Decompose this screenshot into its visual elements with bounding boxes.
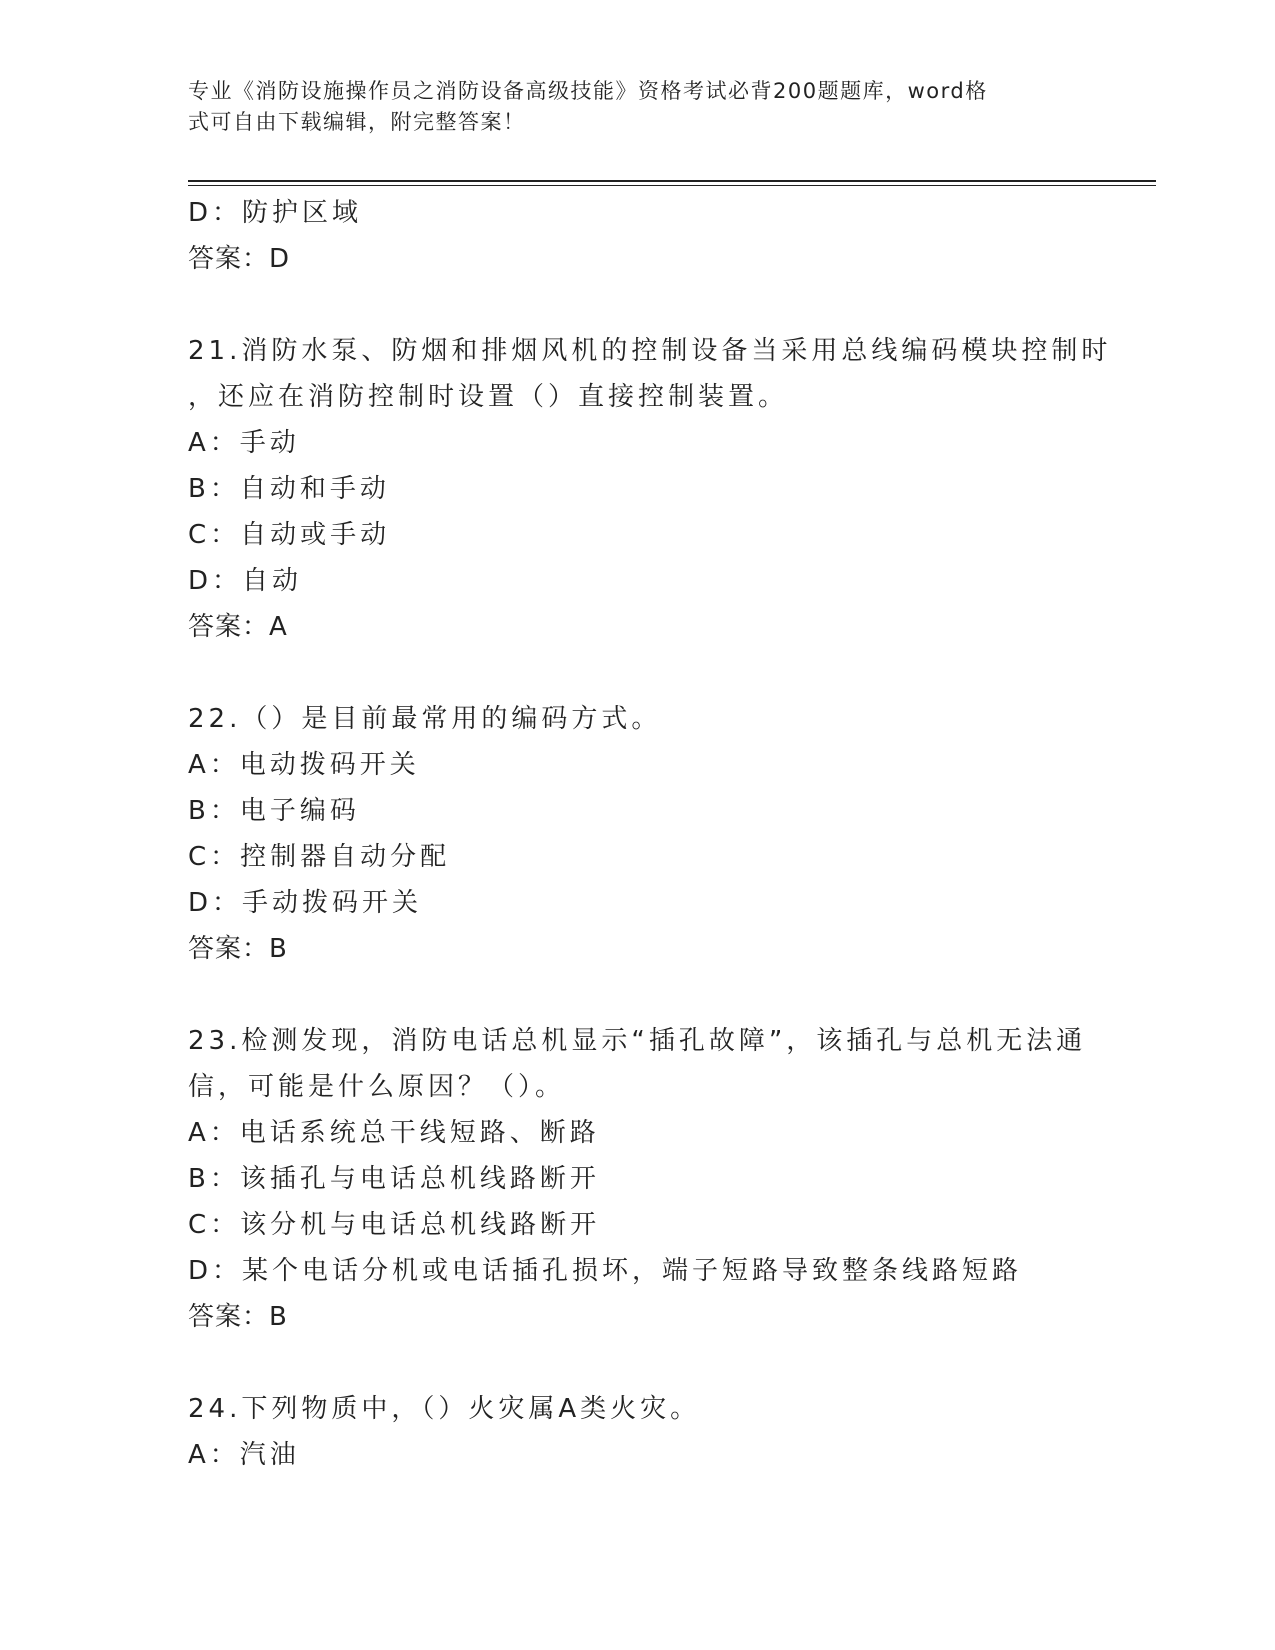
option-d: D：某个电话分机或电话插孔损坏，端子短路导致整条线路短路 [188,1256,1023,1286]
option-c: C：控制器自动分配 [188,842,451,872]
option-b: B：自动和手动 [188,474,390,504]
header-divider-thick [188,180,1156,182]
answer-line: 答案：A [188,612,288,642]
answer-line: 答案：B [188,934,288,964]
option-d: D：手动拨码开关 [188,888,423,918]
option-c: C：自动或手动 [188,520,391,550]
question-stem: 22.（）是目前最常用的编码方式。 [188,704,662,734]
question-stem: 24.下列物质中，（）火灾属A类火灾。 [188,1394,701,1424]
header-line-1: 专业《消防设施操作员之消防设备高级技能》资格考试必背200题题库，word格 [188,79,988,103]
question-stem: 21.消防水泵、防烟和排烟风机的控制设备当采用总线编码模块控制时 [188,336,1112,366]
question-block-20 [188,190,1088,282]
option-a: A：汽油 [188,1440,300,1470]
document-header [188,76,1088,138]
option-b: B：该插孔与电话总机线路断开 [188,1164,600,1194]
option-a: A：电话系统总干线短路、断路 [188,1118,600,1148]
question-stem-continued: 信，可能是什么原因？（）。 [188,1072,566,1102]
answer-line: 答案：B [188,1302,288,1332]
question-stem-continued: ，还应在消防控制时设置（）直接控制装置。 [188,382,789,412]
option-a: A：手动 [188,428,300,458]
answer-line: 答案：D [188,244,291,274]
option-d: D：防护区域 [188,198,363,228]
question-stem: 23.检测发现，消防电话总机显示“插孔故障”，该插孔与总机无法通 [188,1026,1087,1056]
option-d: D：自动 [188,566,303,596]
question-block-24 [188,1386,1088,1478]
option-a: A：电动拨码开关 [188,750,420,780]
option-b: B：电子编码 [188,796,360,826]
document-body [188,190,1112,1478]
header-divider-thin [188,185,1156,186]
header-line-2: 式可自由下载编辑，附完整答案！ [188,110,526,134]
question-block-23 [188,1018,1088,1340]
question-block-22 [188,696,1088,972]
question-block-21 [188,328,1112,650]
option-c: C：该分机与电话总机线路断开 [188,1210,601,1240]
